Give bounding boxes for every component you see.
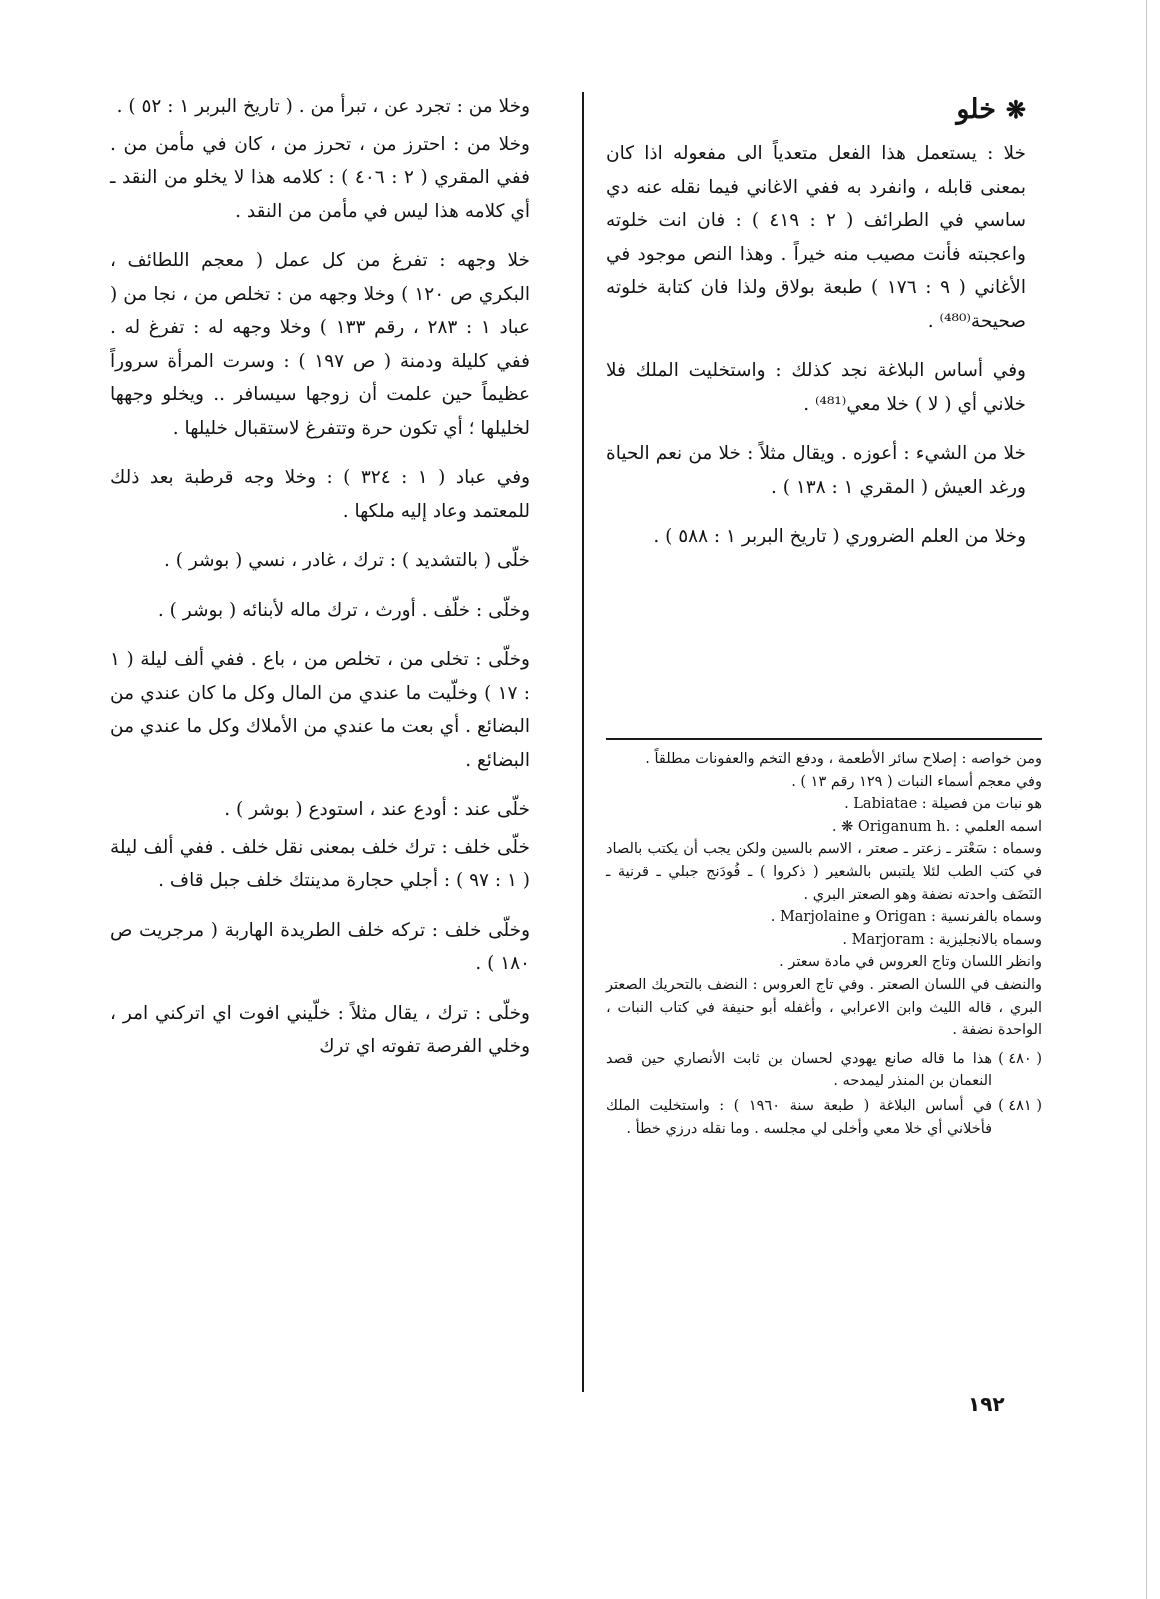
footnote-481 — [606, 1095, 1042, 1140]
left-paragraph: وخلا من : تجرد عن ، تبرأ من . ( تاريخ البربر ١ : ٥٢ ) . — [116, 96, 530, 117]
left-paragraph: وخلّى : خلّف . أورث ، ترك ماله لأبنائه ( بوشر ) . — [157, 599, 530, 621]
page-number: ١٩٢ — [968, 1392, 1005, 1416]
note-line: وانظر اللسان وتاج العروس في مادة سعتر . — [779, 954, 1042, 971]
note-line: اسمه العلمي : .Origanum h ❋ . — [831, 818, 1042, 835]
note-line: وسماه : سَعْتر ـ زعتر ـ صعتر ، الاسم بالسين ولكن يجب أن يكتب بالصاد في كتب الطب لئلا يلتبس بالشعير ( ذكروا ) ـ فُودَنج جبلي ـ قرنية ـ النَضَف واحدته نضفة وهو الصعتر البري . — [606, 841, 1042, 903]
headword: خلو — [956, 94, 996, 125]
footnotes-section — [606, 748, 1042, 1140]
asterisk-icon: ❋ — [1005, 94, 1026, 124]
right-paragraph: خلا : يستعمل هذا الفعل متعدياً الى مفعوله اذا كان بمعنى قابله ، وانفرد به ففي الاغاني فيما نقله عنه دي ساسي في الطرائف ( ٢ : ٤١٩ ) : فان انت خلوته واعجبته فأنت مصيب منه خيراً . وهذا النص موجود في الأغاني ( ٩ : ١٧٦ ) طبعة بولاق ولذا فان كتابة خلوته صحيحة⁽⁴⁸⁰⁾ . — [606, 143, 1026, 332]
left-paragraph: وفي عباد ( ١ : ٣٢٤ ) : وخلا وجه قرطبة بعد ذلك للمعتمد وعاد إليه ملكها . — [110, 467, 530, 522]
note-line: وسماه بالانجليزية : Marjoram . — [842, 931, 1042, 948]
note-line: وفي معجم أسماء النبات ( ١٢٩ رقم ١٣ ) . — [791, 773, 1042, 790]
left-paragraph: وخلّى خلف : تركه خلف الطريدة الهاربة ( مرجريت ص ١٨٠ ) . — [110, 919, 530, 974]
footnote-480 — [606, 1048, 1042, 1093]
right-column — [606, 92, 1026, 570]
right-paragraph: خلا من الشيء : أعوزه . ويقال مثلاً : خلا من نعم الحياة ورغد العيش ( المقري ١ : ١٣٨ ) . — [606, 443, 1026, 498]
note-line: ومن خواصه : إصلاح سائر الأطعمة ، ودفع التخم والعفونات مطلقاً . — [645, 751, 1042, 767]
column-divider — [582, 92, 584, 1392]
left-paragraph: وخلّى : تخلى من ، تخلص من ، باع . ففي ألف ليلة ( ١ : ١٧ ) وخلّيت ما عندي من المال وكل ما كان عندي من البضائع . أي بعت ما عندي من الأملاك وكل ما عندي من البضائع . — [110, 649, 530, 771]
footnote-divider — [606, 738, 1042, 740]
left-paragraph: خلّى ( بالتشديد ) : ترك ، غادر ، نسي ( بوشر ) . — [163, 550, 530, 571]
footnote-number: ( ٤٨٠ ) — [998, 1050, 1042, 1067]
left-paragraph: خلّى عند : أودع عند ، استودع ( بوشر ) . — [224, 799, 530, 820]
note-line: وسماه بالفرنسية : Origan و Marjolaine . — [770, 909, 1042, 926]
entry-heading — [606, 92, 1026, 127]
left-paragraph: وخلّى : ترك ، يقال مثلاً : خلّيني افوت اي اتركني امر ، وخلي الفرصة تفوته اي ترك — [110, 1002, 530, 1057]
footnote-number: ( ٤٨١ ) — [998, 1097, 1042, 1114]
right-paragraph: وفي أساس البلاغة نجد كذلك : واستخليت الملك فلا خلاني أي ( لا ) خلا معي⁽⁴⁸¹⁾ . — [606, 360, 1026, 415]
note-line: والنضف في اللسان الصعتر . وفي تاج العروس : النضف بالتحريك الصعتر البري ، قاله الليث وابن الاعرابي ، وأغفله أبو حنيفة في كتاب النبات ، الواحدة نضفة . — [606, 976, 1042, 1039]
left-paragraph: وخلا من : احترز من ، تحرز من ، كان في مأمن من . ففي المقري ( ٢ : ٤٠٦ ) : كلامه هذا لا يخلو من النقد ـ أي كلامه هذا ليس في مأمن من النقد . — [110, 133, 531, 222]
page-edge-shadow — [1146, 0, 1147, 1599]
left-column — [110, 90, 530, 1080]
note-line: هو نبات من فصيلة : Labiatae . — [844, 796, 1042, 813]
left-paragraph: خلّى خلف : ترك خلف بمعنى نقل خلف . ففي ألف ليلة ( ١ : ٩٧ ) : أجلي حجارة مدينتك خلف جبل قاف . — [110, 836, 530, 891]
left-paragraph: خلا وجهه : تفرغ من كل عمل ( معجم اللطائف ، البكري ص ١٢٠ ) وخلا وجهه من : تخلص من ، نجا من ( عباد ١ : ٢٨٣ ، رقم ١٣٣ ) وخلا وجهه له : تفرغ له . ففي كليلة ودمنة ( ص ١٩٧ ) : وسرت المرأة سروراً عظيماً حين علمت أن زوجها سيسافر .. ويخلو وجهها لخليلها ؛ أي تكون حرة وتتفرغ لاستقبال خليلها . — [110, 250, 531, 439]
footnote-text: في أساس البلاغة ( طبعة سنة ١٩٦٠ ) : واستخليت الملك فأخلاني أي خلا معي وأخلى لي مجلسه . وما نقله درزي خطأ . — [606, 1097, 993, 1137]
right-paragraph: وخلا من العلم الضروري ( تاريخ البربر ١ : ٥٨٨ ) . — [653, 526, 1026, 548]
footnote-text: هذا ما قاله صانع يهودي لحسان بن ثابت الأنصاري حين قصد النعمان بن المنذر ليمدحه . — [606, 1050, 993, 1090]
